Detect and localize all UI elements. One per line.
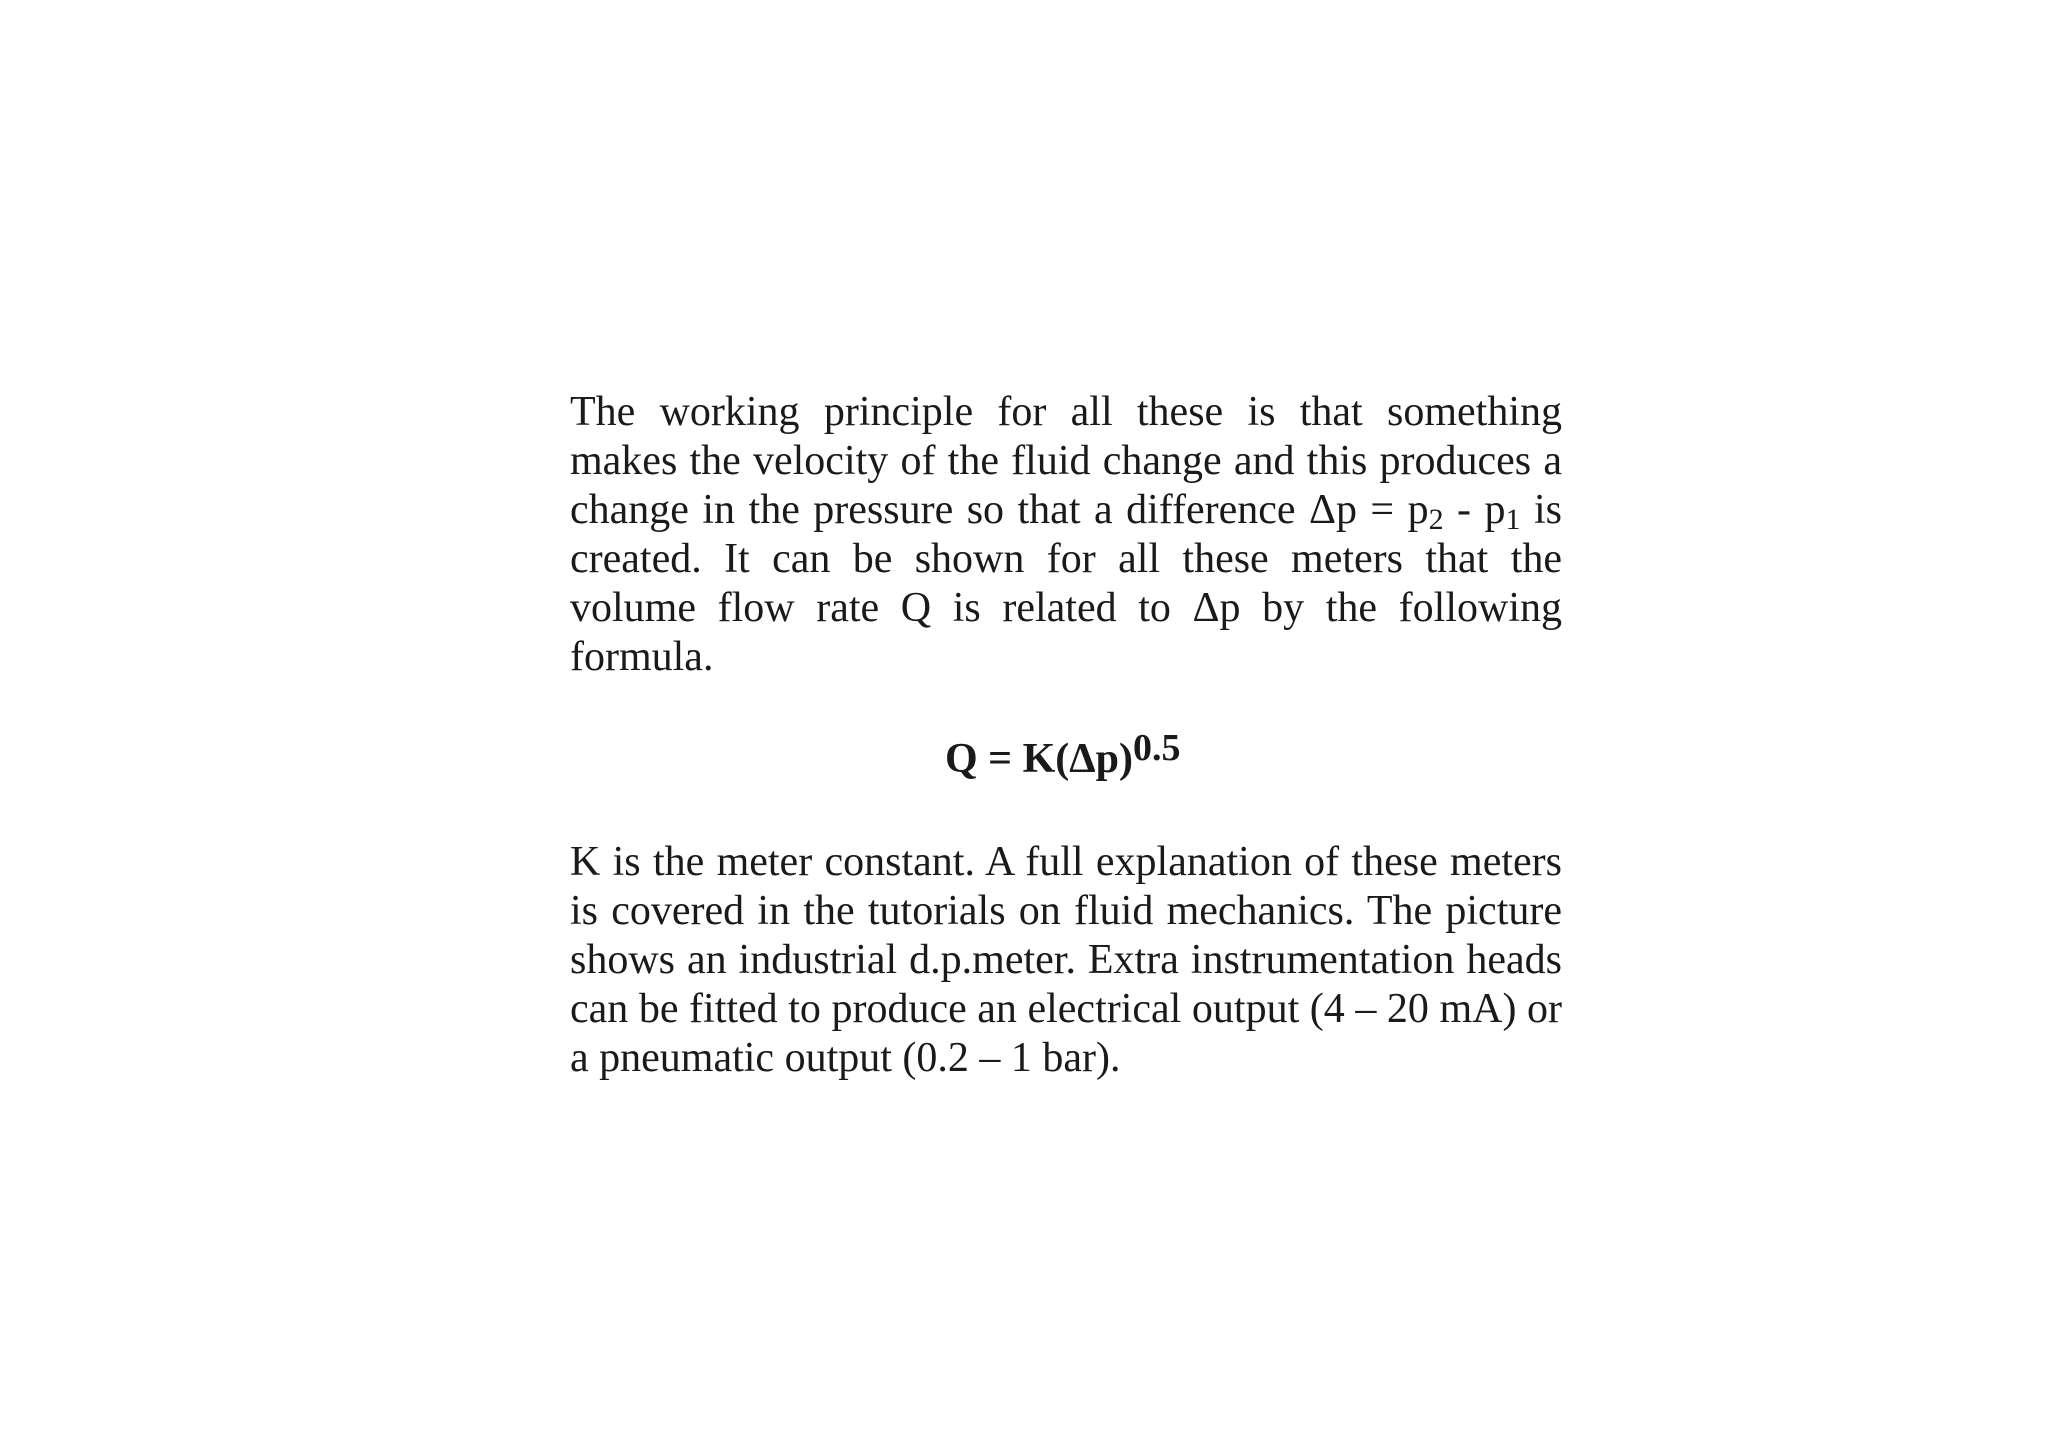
paragraph1-text-c: is created. It can be shown for all these meters that the volume flow rate Q is related to Δp by the following formula. xyxy=(570,487,1562,680)
paragraph-meter-constant: K is the meter constant. A full explanation of these meters is covered in the tutorials on fluid mechanics. The picture shows an industrial d.p.meter. Extra instrumentation heads can be fitted to produce an electrical output (4 – 20 mA) or a pneumatic output (0.2 – 1 bar). xyxy=(570,839,1562,1081)
paragraph-working-principle xyxy=(570,388,1562,682)
subscript-1: 1 xyxy=(1505,503,1521,536)
formula-exponent: 0.5 xyxy=(1132,727,1181,769)
formula-base: Q = K(Δp) xyxy=(945,736,1133,782)
paragraph1-text-b: - p xyxy=(1443,487,1506,533)
paragraph1-text-a: The working principle for all these is that something makes the velocity of the fluid change and this produces a change in the pressure so that a difference Δp = p xyxy=(570,389,1562,533)
flow-rate-formula xyxy=(945,727,1181,783)
subscript-2: 2 xyxy=(1428,503,1444,536)
